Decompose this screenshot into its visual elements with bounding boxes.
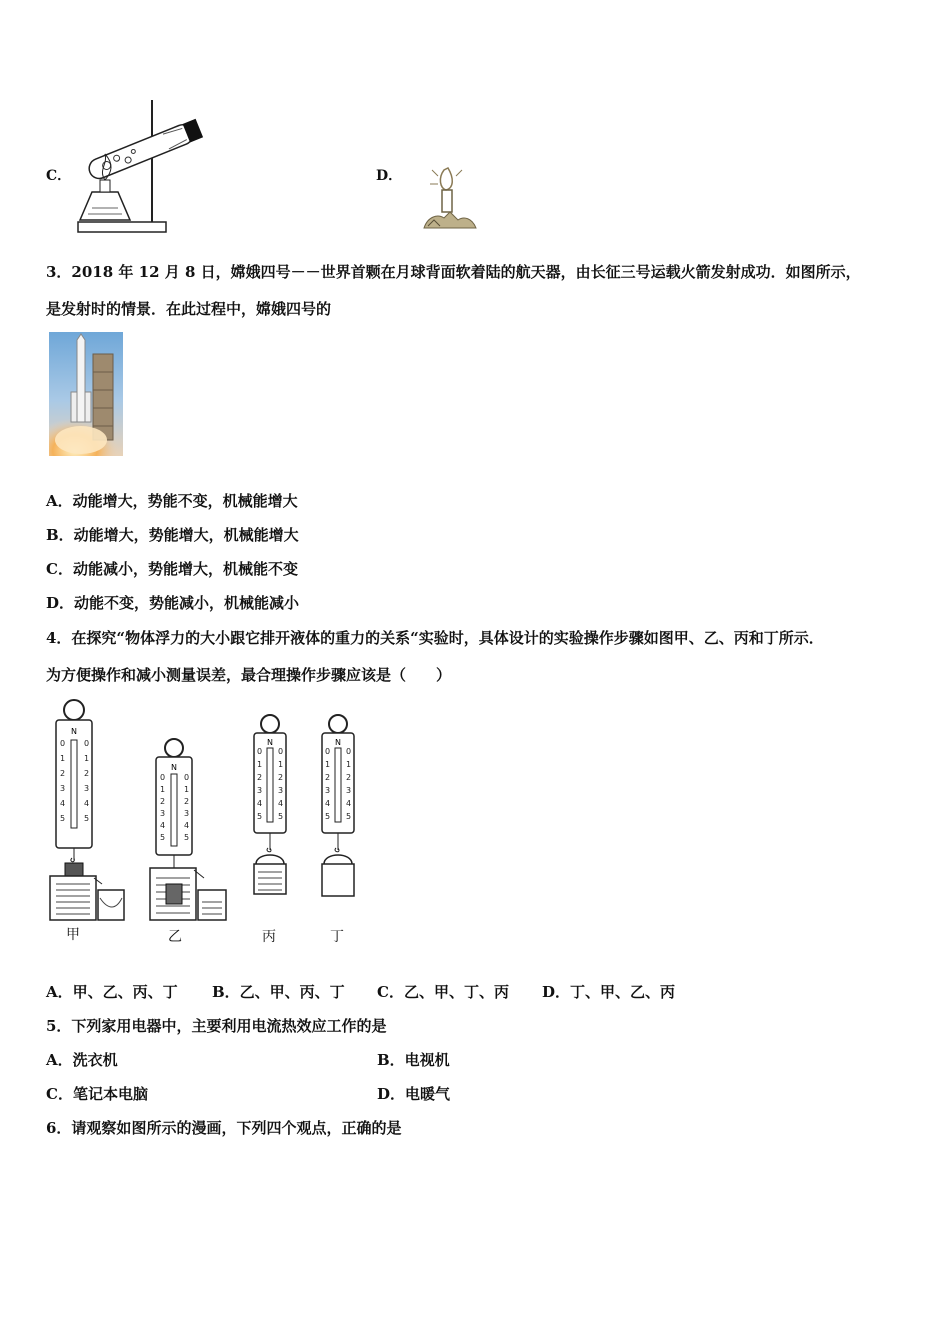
scale-tick: 2 — [60, 769, 66, 778]
scale-tick: 4 — [160, 821, 166, 830]
scale-tick: 0 — [184, 773, 190, 782]
scale-tick: 1 — [184, 785, 190, 794]
scale-tick: 5 — [346, 812, 352, 821]
scale-tick: 5 — [160, 833, 166, 842]
q4-label-ding: 丁 — [330, 929, 344, 945]
scale-tick: 0 — [60, 739, 66, 748]
scale-tick: 4 — [184, 821, 190, 830]
q3-rocket-launch-photo — [49, 332, 123, 456]
scale-tick: 4 — [60, 799, 66, 808]
scale-tick: 3 — [184, 809, 190, 818]
q2-option-d-label: D． — [376, 168, 403, 184]
q4-figure-jia — [48, 698, 128, 924]
q3-option-d[interactable]: D．动能不变，势能减小，机械能减小 — [46, 594, 300, 612]
scale-tick: 0 — [84, 739, 90, 748]
q3-option-c[interactable]: C．动能减小，势能增大，机械能不变 — [46, 560, 298, 578]
q4-label-yi: 乙 — [168, 929, 182, 945]
scale-tick: 5 — [278, 812, 284, 821]
scale-tick: 3 — [84, 784, 90, 793]
scale-tick: 4 — [346, 799, 352, 808]
q4-stem-line-1: 4．在探究“物体浮力的大小跟它排开液体的重力的关系“实验时，具体设计的实验操作步骤如图甲、乙、丙和丁所示． — [46, 629, 824, 647]
scale-tick: 3 — [257, 786, 263, 795]
scale-tick: 1 — [60, 754, 66, 763]
scale-tick: 5 — [325, 812, 331, 821]
scale-tick: 3 — [278, 786, 284, 795]
scale-tick: 4 — [257, 799, 263, 808]
q2-option-d-figure — [418, 160, 482, 236]
scale-tick: 1 — [84, 754, 90, 763]
scale-tick: 5 — [184, 833, 190, 842]
scale-tick: 3 — [160, 809, 166, 818]
q4-label-jia: 甲 — [66, 927, 80, 943]
scale-tick: 1 — [160, 785, 166, 794]
q5-option-c[interactable]: C．笔记本电脑 — [46, 1085, 148, 1103]
q5-option-b[interactable]: B．电视机 — [377, 1051, 450, 1069]
scale-tick: 4 — [278, 799, 284, 808]
q5-stem: 5．下列家用电器中，主要利用电流热效应工作的是 — [46, 1017, 387, 1035]
scale-tick: 5 — [257, 812, 263, 821]
q5-option-d[interactable]: D．电暖气 — [377, 1085, 451, 1103]
scale-tick: 1 — [257, 760, 263, 769]
scale-tick: 0 — [278, 747, 284, 756]
scale-tick: 3 — [325, 786, 331, 795]
q4-stem-line-2: 为方便操作和减小测量误差，最合理操作步骤应该是（ ） — [46, 666, 452, 684]
scale-tick: 3 — [346, 786, 352, 795]
scale-tick: 1 — [325, 760, 331, 769]
scale-n-mark: N — [171, 763, 177, 772]
q4-figure-bing — [248, 712, 298, 922]
scale-tick: 2 — [346, 773, 352, 782]
scale-tick: 0 — [257, 747, 263, 756]
scale-tick: 4 — [325, 799, 331, 808]
scale-tick: 5 — [84, 814, 90, 823]
scale-tick: 2 — [278, 773, 284, 782]
q4-option-c[interactable]: C．乙、甲、丁、丙 — [377, 983, 509, 1001]
scale-n-mark: N — [335, 738, 341, 747]
q2-option-c-figure — [70, 96, 220, 238]
q4-option-b[interactable]: B．乙、甲、丙、丁 — [212, 983, 345, 1001]
scale-tick: 0 — [325, 747, 331, 756]
q3-stem-line-2: 是发射时的情景．在此过程中，嫦娥四号的 — [46, 300, 332, 318]
scale-tick: 5 — [60, 814, 66, 823]
scale-n-mark: N — [267, 738, 273, 747]
scale-n-mark: N — [71, 727, 77, 736]
scale-tick: 0 — [346, 747, 352, 756]
scale-tick: 1 — [346, 760, 352, 769]
scale-tick: 2 — [257, 773, 263, 782]
q2-option-c-label: C． — [46, 168, 72, 184]
q6-stem: 6．请观察如图所示的漫画，下列四个观点，正确的是 — [46, 1119, 402, 1137]
q3-option-a[interactable]: A．动能增大，势能不变，机械能增大 — [46, 492, 298, 510]
scale-tick: 2 — [160, 797, 166, 806]
q4-option-a[interactable]: A．甲、乙、丙、丁 — [46, 983, 178, 1001]
q4-figure-yi — [148, 738, 228, 924]
q3-option-b[interactable]: B．动能增大，势能增大，机械能增大 — [46, 526, 299, 544]
scale-tick: 1 — [278, 760, 284, 769]
q4-option-d[interactable]: D．丁、甲、乙、丙 — [542, 983, 676, 1001]
scale-tick: 4 — [84, 799, 90, 808]
q4-figure-ding — [316, 712, 366, 922]
q4-label-bing: 丙 — [262, 929, 276, 945]
q3-stem-line-1: 3．2018 年 12 月 8 日，嫦娥四号－－世界首颗在月球背面软着陆的航天器，由长征三号运载火箭发射成功．如图所示， — [46, 263, 861, 281]
q5-option-a[interactable]: A．洗衣机 — [46, 1051, 118, 1069]
scale-tick: 2 — [84, 769, 90, 778]
scale-tick: 0 — [160, 773, 166, 782]
scale-tick: 3 — [60, 784, 66, 793]
scale-tick: 2 — [325, 773, 331, 782]
scale-tick: 2 — [184, 797, 190, 806]
